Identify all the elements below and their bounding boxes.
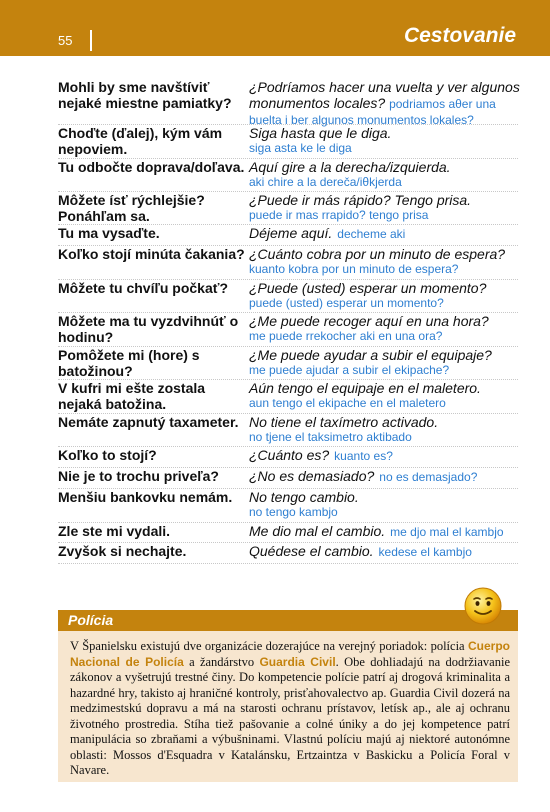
phrase-list: [58, 79, 518, 564]
phrase-row: [58, 79, 518, 125]
slovak-phrase: Koľko to stojí?: [58, 447, 157, 463]
spanish-phrase: Me dio mal el cambio.: [249, 523, 386, 539]
pronunciation: decheme aki: [337, 227, 406, 241]
spanish-phrase: No tengo cambio.: [249, 489, 359, 505]
slovak-phrase: V kufri mi ešte zostala nejaká batožina.: [58, 380, 206, 412]
slovak-phrase: Nemáte zapnutý taxameter.: [58, 414, 239, 430]
info-text-part: a žandárstvo: [189, 654, 255, 669]
slovak-phrase: Môžete ísť rýchlejšie? Ponáhľam sa.: [58, 192, 205, 224]
chapter-title: Cestovanie: [403, 24, 516, 47]
highlight-policia: Cuerpo Nacional de Policía: [70, 639, 510, 669]
phrase-row: [58, 313, 518, 347]
pronunciation: me puede rrekocher aki en una ora?: [249, 329, 443, 343]
slovak-phrase: Tu ma vysaďte.: [58, 225, 160, 241]
spanish-phrase: ¿Cuánto cobra por un minuto de espera?: [249, 246, 506, 262]
info-box-text: [70, 639, 510, 779]
phrase-row: [58, 468, 518, 489]
spanish-phrase: ¿Puede (usted) esperar un momento?: [249, 280, 487, 296]
phrase-row: [58, 380, 518, 414]
info-text-part: V Španielsku existujú dve organizácie dozerajúce na verejný poriadok: polícia: [70, 639, 465, 653]
spanish-phrase: ¿Me puede recoger aquí en una hora?: [249, 313, 489, 329]
spanish-phrase: ¿Puede ir más rápido? Tengo prisa.: [249, 192, 472, 208]
pronunciation: podriamos aθer una buelta i ber algunos monumentos lokales?: [249, 97, 496, 127]
phrase-row: [58, 192, 518, 225]
header-divider: [90, 30, 92, 51]
slovak-phrase: Tu odbočte doprava/doľava.: [58, 159, 245, 175]
spanish-phrase: ¿No es demasiado?: [249, 468, 375, 484]
highlight-guardia-civil: Guardia Civil: [259, 654, 336, 669]
slovak-phrase: Môžete tu chvíľu počkať?: [58, 280, 229, 296]
pronunciation: me djo mal el kambjo: [390, 525, 504, 539]
phrase-row: [58, 280, 518, 313]
slovak-phrase: Choďte (ďalej), kým vám nepoviem.: [58, 125, 223, 157]
info-box-header: [58, 610, 518, 631]
police-info-box: [58, 610, 518, 782]
spanish-phrase: Siga hasta que le diga.: [249, 125, 392, 141]
smiley-face-icon: [463, 586, 503, 626]
spanish-phrase: ¿Podríamos hacer una vuelta y ver algunos monumentos locales?: [249, 79, 520, 111]
phrase-row: [58, 347, 518, 380]
pronunciation: kedese el kambjo: [378, 545, 472, 559]
pronunciation: kuanto es?: [334, 449, 393, 463]
phrase-row: [58, 246, 518, 280]
phrase-row: [58, 414, 518, 447]
info-text-part: . Obe dohliadajú na dodržiavanie zákonov a vyšetrujú trestné činy. Do kompetencie polície patrí aj drogová kriminalita a hazardné hry, takisto aj hraničné kontroly, prisťahovalectvo ap. Guardia Civil dozerá na medzimestskú dopravu a má na starosti ochranu prístavov, letísk ap., ale aj ochranu životného prostredia. Stíha tiež pašovanie a colné úniky a do jej kompetence patrí manipulácia so zbraňami a výbušninami. Vlastnú políciu majú aj niektoré autonómne oblasti: Mossos d'Esquadra v Katalánsku, Ertzaintza v Baskicku a Policía Foral v Navare.: [70, 654, 510, 777]
phrase-row: [58, 447, 518, 468]
pronunciation: no tengo kambjo: [249, 505, 338, 519]
spanish-phrase: ¿Cuánto es?: [249, 447, 330, 463]
spanish-phrase: ¿Me puede ayudar a subir el equipaje?: [249, 347, 492, 363]
slovak-phrase: Zle ste mi vydali.: [58, 523, 171, 539]
phrase-row: [58, 523, 518, 543]
spanish-phrase: Quédese el cambio.: [249, 543, 374, 559]
page-number: 55: [58, 33, 73, 48]
slovak-phrase: Mohli by sme navštíviť nejaké miestne pamiatky?: [58, 79, 232, 111]
pronunciation: puede (usted) esperar un momento?: [249, 296, 444, 310]
pronunciation: kuanto kobra por un minuto de espera?: [249, 262, 459, 276]
pronunciation: no tjene el taksimetro aktibado: [249, 430, 412, 444]
slovak-phrase: Nie je to trochu priveľa?: [58, 468, 219, 484]
spanish-phrase: Aquí gire a la derecha/izquierda.: [249, 159, 451, 175]
pronunciation: me puede ajudar a subir el ekipache?: [249, 363, 450, 377]
slovak-phrase: Pomôžete mi (hore) s batožinou?: [58, 347, 200, 379]
phrase-row: [58, 159, 518, 192]
page-header: [0, 0, 550, 56]
pronunciation: aun tengo el ekipache en el maletero: [249, 396, 446, 410]
spanish-phrase: No tiene el taxímetro activado.: [249, 414, 439, 430]
pronunciation: no es demasjado?: [379, 470, 478, 484]
phrase-row: [58, 125, 518, 159]
phrase-row: [58, 225, 518, 246]
phrase-row: [58, 489, 518, 523]
slovak-phrase: Koľko stojí minúta čakania?: [58, 246, 245, 262]
slovak-phrase: Zvyšok si nechajte.: [58, 543, 187, 559]
slovak-phrase: Menšiu bankovku nemám.: [58, 489, 233, 505]
phrase-row: [58, 543, 518, 564]
info-box-title: Polícia: [68, 612, 114, 628]
spanish-phrase: Aún tengo el equipaje en el maletero.: [249, 380, 481, 396]
spanish-phrase: Déjeme aquí.: [249, 225, 333, 241]
slovak-phrase: Môžete ma tu vyzdvihnúť o hodinu?: [58, 313, 239, 345]
pronunciation: puede ir mas rrapido? tengo prisa: [249, 208, 429, 222]
pronunciation: aki chire a la dereča/iθkjerda: [249, 175, 402, 189]
pronunciation: siga asta ke le diga: [249, 141, 352, 155]
